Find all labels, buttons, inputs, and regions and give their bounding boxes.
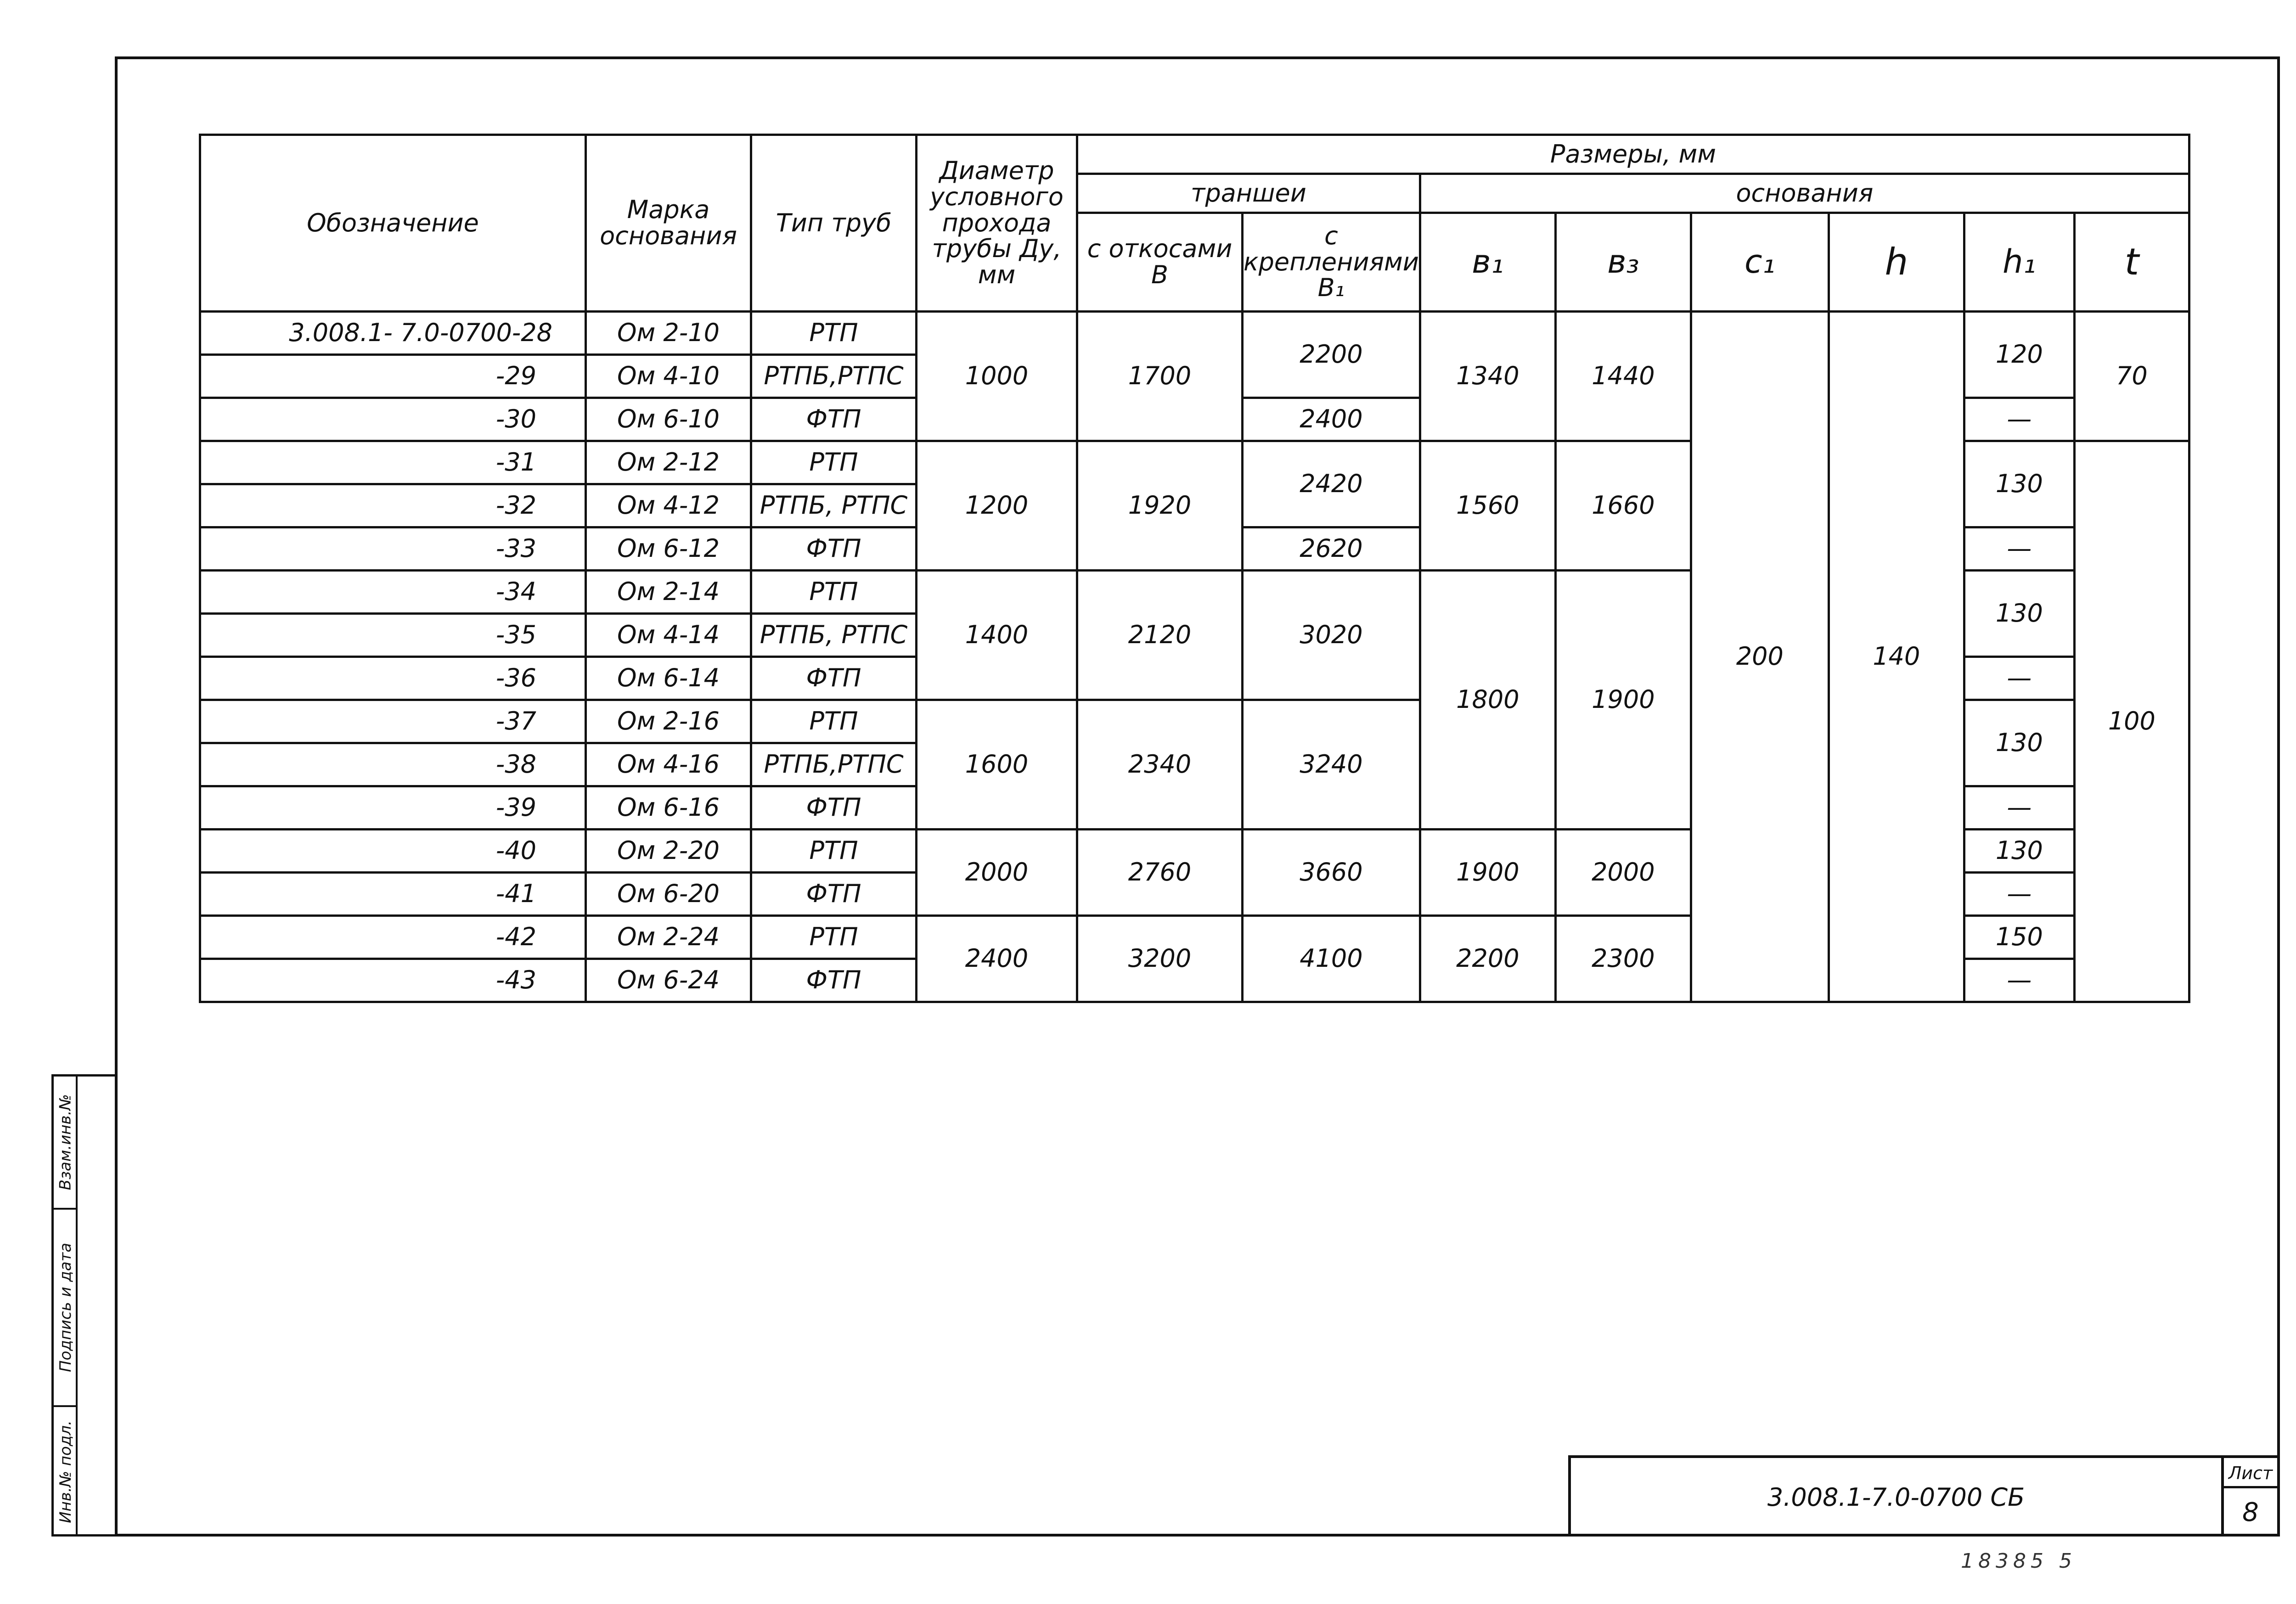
cell-type: РТП [751, 916, 917, 959]
cell-b3: 2300 [1555, 916, 1691, 1002]
cell-designation: -39 [200, 786, 586, 830]
title-block [1568, 1455, 2280, 1537]
spec-table [199, 134, 2190, 1003]
cell-type: ФТП [751, 959, 917, 1002]
cell-B: 1700 [1077, 312, 1243, 441]
cell-b3: 1440 [1555, 312, 1691, 441]
cell-designation: -36 [200, 657, 586, 700]
cell-h1: 130 [1964, 830, 2074, 873]
cell-b3: 1660 [1555, 441, 1691, 571]
header-h: h [1829, 213, 1964, 312]
header-sizes: Размеры, мм [1077, 135, 2189, 174]
side-stamp-original-inv: Инв.№ подл. [56, 1420, 75, 1523]
cell-type: РТПБ,РТПС [751, 355, 917, 398]
cell-h1: — [1964, 398, 2074, 441]
cell-mark: Ом 4-10 [586, 355, 751, 398]
cell-b1: 1340 [1420, 312, 1555, 441]
sheet-number: 8 [2242, 1497, 2259, 1527]
sheet-label: Лист [2221, 1458, 2280, 1488]
header-c1: c₁ [1691, 213, 1829, 312]
cell-designation: -43 [200, 959, 586, 1002]
cell-mark: Ом 6-16 [586, 786, 751, 830]
side-stamp-labels [54, 1077, 78, 1534]
cell-designation: -38 [200, 743, 586, 786]
header-with-supports: с креплениями B₁ [1243, 213, 1420, 312]
cell-mark: Ом 6-12 [586, 527, 751, 571]
cell-type: РТП [751, 830, 917, 873]
cell-h1: — [1964, 527, 2074, 571]
header-t: t [2074, 213, 2189, 312]
side-stamp-signature-date: Подпись и дата [54, 1210, 78, 1407]
cell-mark: Ом 4-14 [586, 614, 751, 657]
cell-type: РТП [751, 312, 917, 355]
cell-b1: 1900 [1420, 830, 1555, 916]
header-with-slopes: с откосами B [1077, 213, 1243, 312]
cell-diameter: 2400 [917, 916, 1077, 1002]
archive-stamp-number: 18385 5 [1961, 1549, 2077, 1573]
cell-type: РТПБ, РТПС [751, 484, 917, 527]
cell-designation: -42 [200, 916, 586, 959]
cell-mark: Ом 6-10 [586, 398, 751, 441]
cell-mark: Ом 2-14 [586, 571, 751, 614]
cell-mark: Ом 4-12 [586, 484, 751, 527]
cell-diameter: 1200 [917, 441, 1077, 571]
header-designation: Обозначение [200, 135, 586, 312]
cell-b3: 2000 [1555, 830, 1691, 916]
cell-h1: — [1964, 786, 2074, 830]
cell-diameter: 2000 [917, 830, 1077, 916]
document-code: 3.008.1-7.0-0700 СБ [1571, 1458, 2224, 1537]
cell-designation: -40 [200, 830, 586, 873]
cell-h1: 150 [1964, 916, 2074, 959]
side-stamp [51, 1074, 115, 1537]
cell-h1: 130 [1964, 571, 2074, 657]
cell-designation: -41 [200, 873, 586, 916]
cell-B: 2120 [1077, 571, 1243, 700]
cell-h1: 130 [1964, 700, 2074, 786]
cell-diameter: 1600 [917, 700, 1077, 830]
cell-B1: 3240 [1243, 700, 1420, 830]
cell-designation: -35 [200, 614, 586, 657]
cell-diameter: 1400 [917, 571, 1077, 700]
cell-diameter: 1000 [917, 312, 1077, 441]
cell-mark: Ом 6-20 [586, 873, 751, 916]
cell-b3: 1900 [1555, 571, 1691, 830]
cell-type: РТП [751, 441, 917, 484]
cell-type: ФТП [751, 873, 917, 916]
cell-t: 100 [2074, 441, 2189, 1002]
cell-type: ФТП [751, 398, 917, 441]
cell-mark: Ом 6-24 [586, 959, 751, 1002]
cell-h1: — [1964, 657, 2074, 700]
cell-mark: Ом 4-16 [586, 743, 751, 786]
header-h1: h₁ [1964, 213, 2074, 312]
header-base-mark: Марка основания [586, 135, 751, 312]
cell-h: 140 [1829, 312, 1964, 1002]
cell-h1: 120 [1964, 312, 2074, 398]
cell-mark: Ом 2-12 [586, 441, 751, 484]
cell-mark: Ом 2-10 [586, 312, 751, 355]
cell-h1: — [1964, 959, 2074, 1002]
cell-mark: Ом 6-14 [586, 657, 751, 700]
cell-type: РТП [751, 571, 917, 614]
cell-B1: 3020 [1243, 571, 1420, 700]
cell-mark: Ом 2-16 [586, 700, 751, 743]
cell-mark: Ом 2-20 [586, 830, 751, 873]
cell-h1: 130 [1964, 441, 2074, 527]
cell-h1: — [1964, 873, 2074, 916]
header-b3: в₃ [1555, 213, 1691, 312]
cell-b1: 2200 [1420, 916, 1555, 1002]
cell-designation: -37 [200, 700, 586, 743]
cell-B: 3200 [1077, 916, 1243, 1002]
cell-B1: 3660 [1243, 830, 1420, 916]
cell-designation: -34 [200, 571, 586, 614]
cell-B: 2340 [1077, 700, 1243, 830]
cell-type: РТПБ, РТПС [751, 614, 917, 657]
cell-type: ФТП [751, 786, 917, 830]
header-b1: в₁ [1420, 213, 1555, 312]
cell-designation: -29 [200, 355, 586, 398]
cell-designation: -32 [200, 484, 586, 527]
cell-B1: 2420 [1243, 441, 1420, 527]
cell-type: ФТП [751, 657, 917, 700]
cell-c1: 200 [1691, 312, 1829, 1002]
cell-mark: Ом 2-24 [586, 916, 751, 959]
cell-type: РТП [751, 700, 917, 743]
cell-B1: 2400 [1243, 398, 1420, 441]
cell-B1: 2200 [1243, 312, 1420, 398]
cell-B: 2760 [1077, 830, 1243, 916]
cell-designation: -31 [200, 441, 586, 484]
cell-b1: 1800 [1420, 571, 1555, 830]
cell-type: ФТП [751, 527, 917, 571]
cell-B1: 4100 [1243, 916, 1420, 1002]
cell-B1: 2620 [1243, 527, 1420, 571]
cell-type: РТПБ,РТПС [751, 743, 917, 786]
side-stamp-replace-inv: Взам.инв.№ [54, 1077, 78, 1210]
cell-b1: 1560 [1420, 441, 1555, 571]
header-base: основания [1420, 174, 2189, 213]
cell-designation: -33 [200, 527, 586, 571]
header-trench: траншеи [1077, 174, 1420, 213]
cell-t: 70 [2074, 312, 2189, 441]
header-pipe-type: Тип труб [751, 135, 917, 312]
cell-designation: 3.008.1- 7.0-0700-28 [200, 312, 586, 355]
header-diameter: Диаметр условного прохода трубы Ду, мм [917, 135, 1077, 312]
cell-designation: -30 [200, 398, 586, 441]
cell-B: 1920 [1077, 441, 1243, 571]
